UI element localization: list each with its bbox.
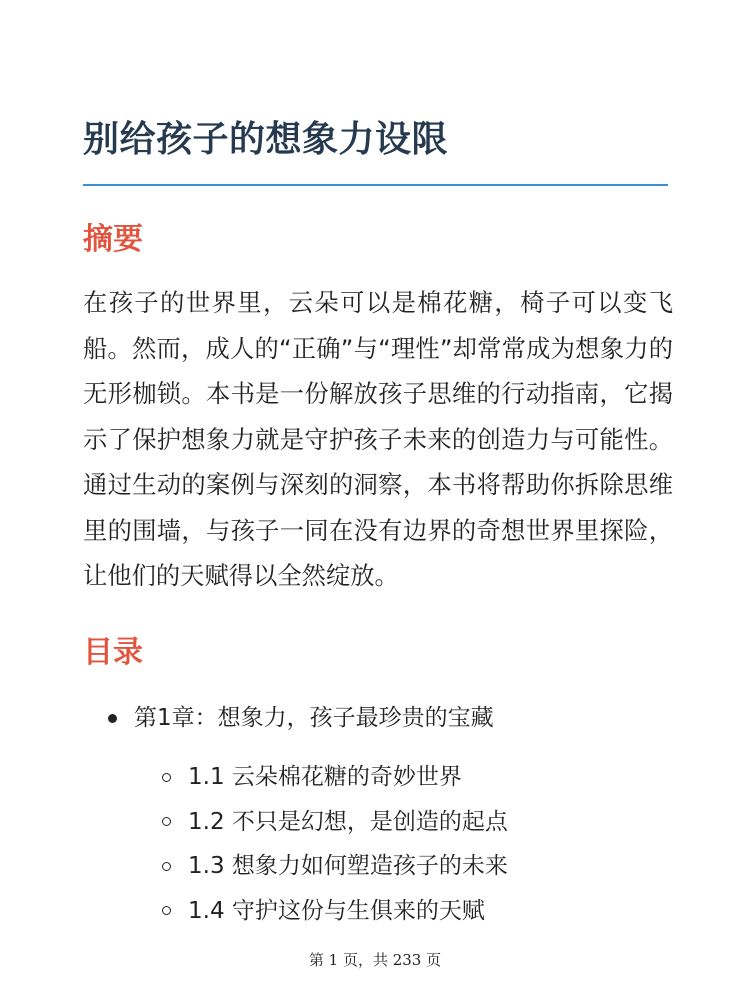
toc-section-label: 1.2 不只是幻想，是创造的起点	[188, 808, 508, 835]
toc-chapter-label: 第1章：想象力，孩子最珍贵的宝藏	[134, 705, 494, 731]
circle-bullet-icon	[162, 862, 171, 871]
toc-section-item	[162, 755, 672, 800]
toc-section-label: 1.4 守护这份与生俱来的天赋	[188, 897, 485, 924]
circle-bullet-icon	[162, 773, 171, 782]
abstract-paragraph: 在孩子的世界里，云朵可以是棉花糖，椅子可以变飞船。然而，成人的“正确”与“理性”却常常成为想象力的无形枷锁。本书是一份解放孩子思维的行动指南，它揭示了保护想象力就是守护孩子未来的创造力与可能性。通过生动的案例与深刻的洞察，本书将帮助你拆除思维里的围墙，与孩子一同在没有边界的奇想世界里探险，让他们的天赋得以全然绽放。	[83, 288, 673, 590]
page-footer: 第 1 页，共 233 页	[308, 951, 442, 969]
document-title: 别给孩子的想象力设限	[83, 119, 449, 160]
toc-section-label: 1.1 云朵棉花糖的奇妙世界	[188, 764, 462, 791]
disc-bullet-icon	[108, 714, 117, 723]
toc-section-item	[162, 889, 672, 934]
circle-bullet-icon	[162, 817, 171, 826]
toc-section-item	[162, 844, 672, 889]
toc-section-list	[162, 755, 672, 933]
toc-section-label: 1.3 想象力如何塑造孩子的未来	[188, 853, 508, 880]
summary-heading: 摘要	[83, 222, 143, 257]
circle-bullet-icon	[162, 906, 171, 915]
title-divider	[83, 184, 668, 186]
toc-heading: 目录	[83, 635, 143, 670]
toc-chapter-item	[108, 700, 668, 736]
toc-section-item	[162, 800, 672, 845]
